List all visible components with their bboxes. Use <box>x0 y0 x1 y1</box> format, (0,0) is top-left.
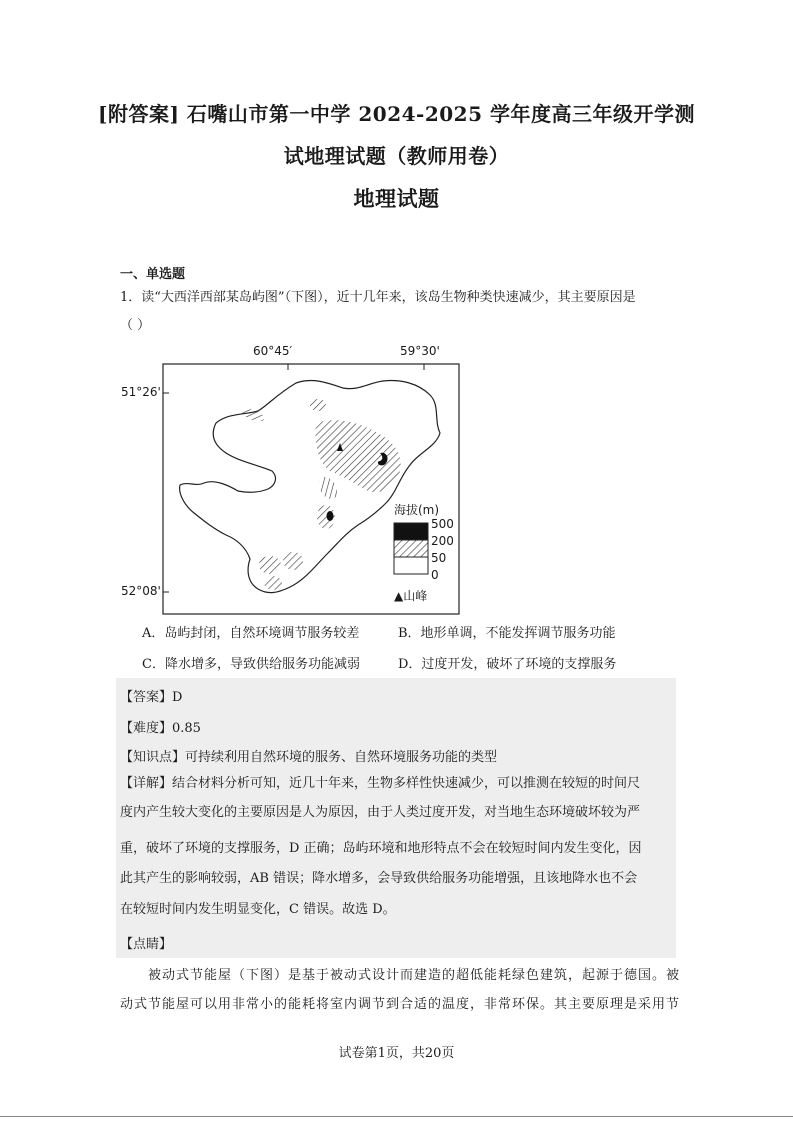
legend-title: 海拔(m) <box>394 503 440 517</box>
option-a[interactable]: A．岛屿封闭，自然环境调节服务较差 <box>142 626 360 641</box>
lat-label-top: 51°26' <box>121 385 161 399</box>
option-b[interactable]: B．地形单调，不能发挥调节服务功能 <box>398 626 616 641</box>
detail-line: 【详解】结合材料分析可知，近几十年来，生物多样性快速减少，可以推测在较短的时间尺 <box>120 776 641 791</box>
knowledge-line: 【知识点】可持续利用自然环境的服务、自然环境服务功能的类型 <box>120 750 498 765</box>
title-line-1: [附答案] 石嘴山市第一中学 2024-2025 学年度高三年级开学测 <box>98 102 695 126</box>
legend-swatch-500 <box>394 523 428 540</box>
option-d[interactable]: D．过度开发，破坏了环境的支撑服务 <box>398 657 617 672</box>
bottom-divider <box>0 1116 793 1117</box>
lon-label-right: 59°30' <box>400 344 440 358</box>
question-text: 1．读“大西洋西部某岛屿图”（下图），近十几年来，该岛生物种类快速减少，其主要原因是 <box>120 290 636 305</box>
passage-line: 被动式节能屋（下图）是基于被动式设计而建造的超低能耗绿色建筑，起源于德国。被 <box>148 968 681 983</box>
detail-line: 此其产生的影响较弱，AB 错误；降水增多，会导致供给服务功能增强，且该地降水也不会 <box>120 871 638 886</box>
highland-patch <box>259 556 281 574</box>
passage-line: 动式节能屋可以用非常小的能耗将室内调节到合适的温度，非常环保。其主要原理是采用节 <box>120 997 681 1012</box>
legend-swatch-200 <box>394 540 428 557</box>
section-heading: 一、单选题 <box>120 267 186 282</box>
legend-peak: ▲山峰 <box>394 589 428 603</box>
option-c[interactable]: C．降水增多，导致供给服务功能减弱 <box>142 657 360 672</box>
page-footer: 试卷第1页，共20页 <box>338 1046 455 1061</box>
detail-line: 在较短时间内发生明显变化，C 错误。故选 D。 <box>120 902 396 917</box>
detail-line: 重，破坏了环境的支撑服务，D 正确；岛屿环境和地形特点不会在较短时间内发生变化，因 <box>120 841 642 856</box>
island-map-figure <box>118 343 468 618</box>
legend-value: 200 <box>431 534 454 548</box>
title-line-2: 试地理试题（教师用卷） <box>283 144 510 168</box>
legend-value: 500 <box>431 517 454 531</box>
legend-value: 0 <box>431 568 439 582</box>
lat-label-bottom: 52°08' <box>121 584 161 598</box>
difficulty-line: 【难度】0.85 <box>120 721 201 736</box>
legend-swatch-50 <box>394 557 428 574</box>
highland-patch <box>310 399 326 411</box>
question-paren: （ ） <box>120 318 151 333</box>
lon-label-left: 60°45′ <box>253 344 293 358</box>
island-map <box>118 343 468 618</box>
detail-line: 度内产生较大变化的主要原因是人为原因，由于人类过度开发，对当地生态环境破坏较为严 <box>120 805 641 820</box>
highland-patch <box>283 552 303 570</box>
tip-line: 【点睛】 <box>120 937 173 952</box>
legend-value: 50 <box>431 551 447 565</box>
answer-line: 【答案】D <box>120 690 183 705</box>
highland-patch <box>264 576 282 590</box>
summit-area <box>327 511 334 521</box>
page-subtitle: 地理试题 <box>353 186 440 211</box>
